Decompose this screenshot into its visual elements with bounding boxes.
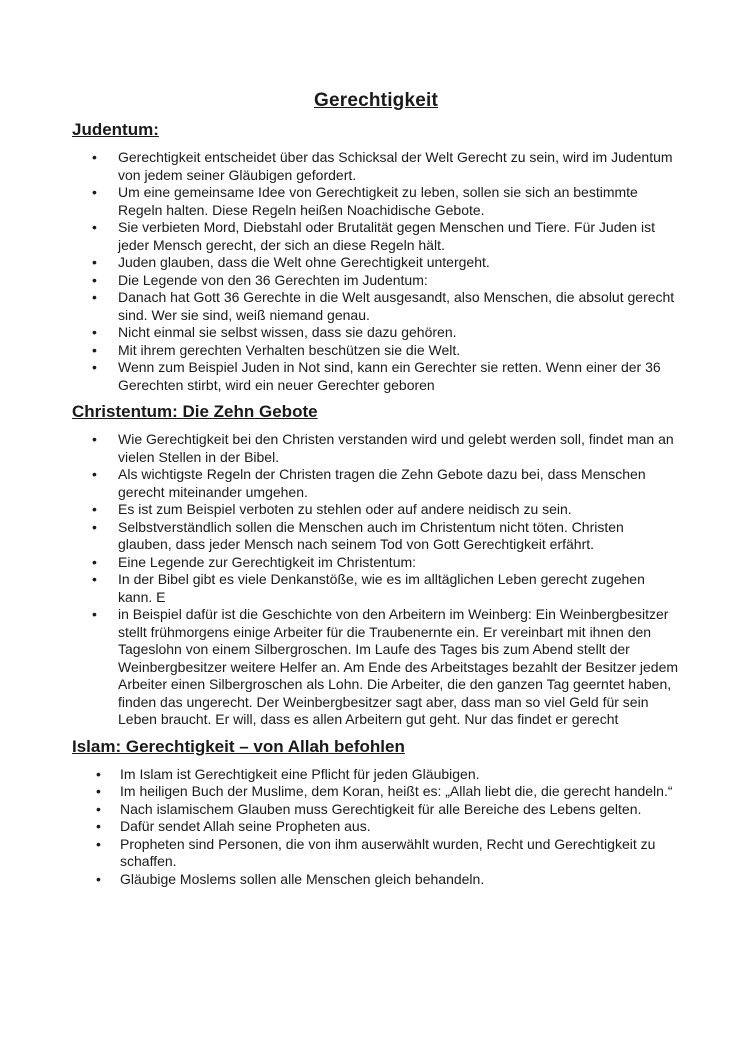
list-item	[72, 431, 680, 466]
list-item	[72, 606, 680, 729]
list-item-text: Die Legende von den 36 Gerechten im Judentum:	[118, 271, 428, 288]
list-item	[72, 466, 680, 501]
bullet-icon: •	[92, 254, 97, 270]
list-item	[72, 836, 680, 871]
list-item	[72, 254, 680, 272]
list-item	[72, 801, 680, 819]
list-item	[72, 871, 680, 889]
bullet-icon: •	[96, 818, 101, 834]
bullet-icon: •	[92, 359, 97, 375]
list-item-text: Es ist zum Beispiel verboten zu stehlen oder auf andere neidisch zu sein.	[118, 501, 572, 517]
bullet-icon: •	[92, 271, 97, 288]
bullet-icon: •	[92, 553, 97, 570]
section-heading-judentum: Judentum:	[72, 120, 159, 139]
section-christentum	[72, 402, 680, 729]
bullet-list-islam	[72, 766, 680, 889]
section-heading-islam: Islam: Gerechtigkeit – von Allah befohlen	[72, 736, 405, 756]
list-item-text: Als wichtigste Regeln der Christen tragen die Zehn Gebote dazu bei, dass Menschen gerecht miteinander umgehen.	[118, 466, 646, 500]
section-judentum	[72, 120, 680, 394]
list-item	[72, 501, 680, 519]
list-item	[72, 272, 680, 290]
list-item-text: Nach islamischem Glauben muss Gerechtigkeit für alle Bereiche des Lebens gelten.	[120, 800, 642, 817]
list-item-text: Wenn zum Beispiel Juden in Not sind, kann ein Gerechter sie retten. Wenn einer der 36 Gerechten stirbt, wird ein neuer Gerechter geboren	[118, 359, 661, 393]
bullet-icon: •	[92, 501, 97, 517]
list-item	[72, 342, 680, 360]
list-item-text: Juden glauben, dass die Welt ohne Gerechtigkeit untergeht.	[118, 254, 490, 270]
list-item-text: Im Islam ist Gerechtigkeit eine Pflicht für jeden Gläubigen.	[120, 765, 480, 782]
list-item	[72, 359, 680, 394]
list-item	[72, 766, 680, 784]
list-item	[72, 184, 680, 219]
bullet-icon: •	[96, 765, 101, 782]
list-item-text: Sie verbieten Mord, Diebstahl oder Brutalität gegen Menschen und Tiere. Für Juden ist jeder Mensch gerecht, der sich an diese Regeln hält.	[118, 219, 655, 253]
bullet-icon: •	[92, 341, 97, 358]
list-item-text: Danach hat Gott 36 Gerechte in die Welt ausgesandt, also Menschen, die absolut gerecht sind. Wer sie sind, weiß niemand genau.	[118, 289, 675, 323]
bullet-icon: •	[96, 835, 101, 852]
bullet-list-christentum	[72, 431, 680, 729]
list-item-text: in Beispiel dafür ist die Geschichte von den Arbeitern im Weinberg: Ein Weinbergbesitzer stellt frühmorgens einige Arbeiter für die Traubenernte ein. Er vereinbart mit ihnen den Tageslohn von einem Silbergroschen. Im Laufe des Tages bis zum Abend stellt der Weinbergbesitzer weitere Helfer an. Am Ende des Arbeitstages bezahlt der Besitzer jedem Arbeiter einen Silbergroschen als Lohn. Die Arbeiter, die den ganzen Tag geerntet haben, finden das ungerecht. Der Weinbergbesitzer sagt aber, dass man so viel Geld für sein Leben braucht. Er will, dass es allen Arbeitern gut geht. Nur das findet er gerecht	[118, 606, 679, 727]
list-item	[72, 519, 680, 554]
bullet-icon: •	[92, 571, 97, 587]
bullet-icon: •	[92, 324, 97, 340]
list-item-text: Nicht einmal sie selbst wissen, dass sie dazu gehören.	[118, 324, 457, 340]
list-item-text: Um eine gemeinsame Idee von Gerechtigkeit zu leben, sollen sie sich an bestimmte Regeln halten. Diese Regeln heißen Noachidische Gebote.	[118, 184, 638, 218]
section-islam	[72, 737, 680, 889]
bullet-icon: •	[92, 466, 97, 482]
list-item-text: Wie Gerechtigkeit bei den Christen verstanden wird und gelebt werden soll, findet man an vielen Stellen in der Bibel.	[118, 431, 674, 465]
list-item-text: Eine Legende zur Gerechtigkeit im Christentum:	[118, 553, 417, 570]
list-item	[72, 324, 680, 342]
list-item-text: Propheten sind Personen, die von ihm auserwählt wurden, Recht und Gerechtigkeit zu schaffen.	[120, 835, 656, 869]
list-item	[72, 571, 680, 606]
list-item	[72, 783, 680, 801]
page-title: Gerechtigkeit	[313, 90, 439, 111]
bullet-icon: •	[92, 289, 97, 305]
bullet-icon: •	[96, 870, 101, 887]
list-item	[72, 554, 680, 572]
list-item-text: Mit ihrem gerechten Verhalten beschützen sie die Welt.	[118, 341, 461, 358]
list-item	[72, 818, 680, 836]
list-item	[72, 289, 680, 324]
list-item-text: Gläubige Moslems sollen alle Menschen gleich behandeln.	[120, 870, 485, 887]
list-item-text: Gerechtigkeit entscheidet über das Schicksal der Welt Gerecht zu sein, wird im Judentum von jedem seiner Gläubigen gefordert.	[118, 149, 673, 183]
list-item-text: Dafür sendet Allah seine Propheten aus.	[120, 818, 371, 834]
bullet-icon: •	[92, 184, 97, 200]
bullet-icon: •	[92, 518, 97, 535]
section-heading-christentum: Christentum: Die Zehn Gebote	[72, 402, 318, 421]
list-item-text: Selbstverständlich sollen die Menschen auch im Christentum nicht töten. Christen glauben, dass jeder Mensch nach seinem Tod von Gott Gerechtigkeit erfährt.	[118, 518, 624, 552]
list-item	[72, 219, 680, 254]
list-item	[72, 149, 680, 184]
bullet-list-judentum	[72, 149, 680, 394]
list-item-text: Im heiligen Buch der Muslime, dem Koran, heißt es: „Allah liebt die, die gerecht handeln.“	[120, 783, 673, 799]
bullet-icon: •	[92, 431, 97, 447]
bullet-icon: •	[92, 219, 97, 235]
bullet-icon: •	[92, 606, 97, 622]
bullet-icon: •	[92, 149, 97, 165]
list-item-text: In der Bibel gibt es viele Denkanstöße, wie es im alltäglichen Leben gerecht zugehen kann. E	[118, 571, 645, 605]
bullet-icon: •	[96, 783, 101, 799]
bullet-icon: •	[96, 800, 101, 817]
